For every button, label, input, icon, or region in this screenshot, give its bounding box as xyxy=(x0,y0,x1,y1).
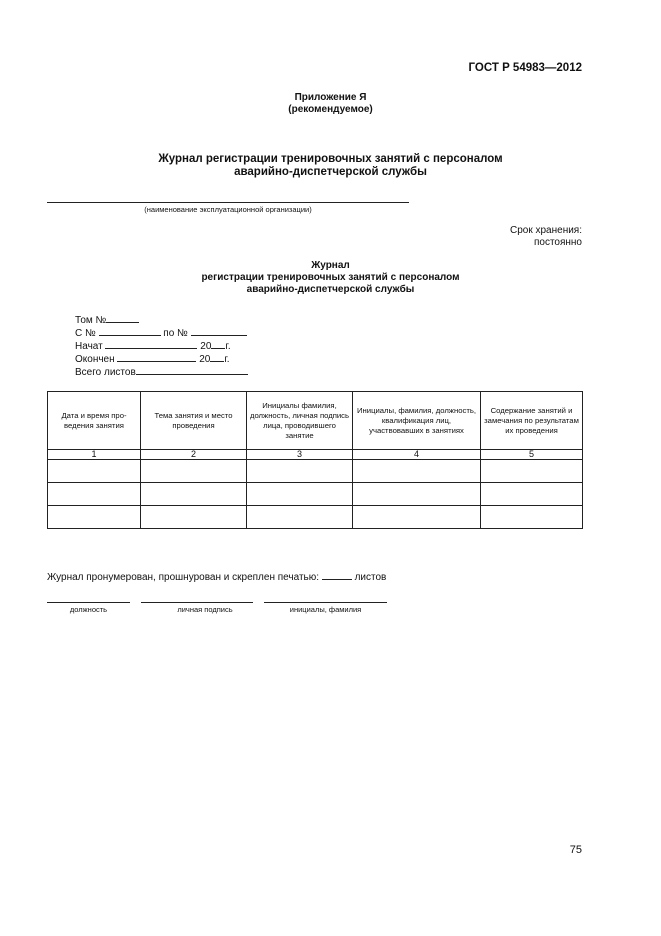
numbered-statement xyxy=(47,569,386,583)
table-cell xyxy=(247,483,353,506)
blank-line xyxy=(99,325,161,336)
from-label: С № xyxy=(75,328,96,339)
table-cell xyxy=(141,483,247,506)
column-number: 3 xyxy=(247,450,353,460)
to-label: по № xyxy=(163,328,188,339)
blank-line xyxy=(136,364,248,375)
caption-signature: личная подпись xyxy=(177,605,233,614)
table-header-row xyxy=(48,392,583,450)
page-number: 75 xyxy=(569,844,582,856)
blank-line xyxy=(106,312,139,323)
signature-line-position xyxy=(47,602,130,603)
storage-period xyxy=(510,225,582,249)
blank-line xyxy=(322,569,352,580)
field-total-sheets xyxy=(75,364,248,379)
table-cell xyxy=(247,460,353,483)
numbered-text: Журнал пронумерован, прошнурован и скреплен печатью: xyxy=(47,572,320,583)
table-cell xyxy=(48,483,141,506)
table-row xyxy=(48,506,583,529)
org-name-line xyxy=(47,202,409,203)
table-cell xyxy=(481,460,583,483)
storage-value: постоянно xyxy=(533,237,582,248)
column-header: Тема занятия и место проведения xyxy=(141,392,247,450)
table-cell xyxy=(353,460,481,483)
cover-title: Журнал xyxy=(311,260,350,271)
column-number: 2 xyxy=(141,450,247,460)
signature-line-signature xyxy=(141,602,253,603)
signature-line-name xyxy=(264,602,387,603)
table-cell xyxy=(141,460,247,483)
column-number: 4 xyxy=(353,450,481,460)
standard-number: ГОСТ Р 54983—2012 xyxy=(468,62,582,74)
blank-line xyxy=(210,351,224,362)
table-row xyxy=(48,483,583,506)
caption-position: должность xyxy=(69,605,108,614)
column-header: Инициалы фамилия, должность, личная подпись лица, проводившего занятие xyxy=(247,392,353,450)
volume-label: Том № xyxy=(75,315,107,326)
column-header: Инициалы, фамилия, должность, квалификация лиц, участвовавших в занятиях xyxy=(353,392,481,450)
column-number: 5 xyxy=(481,450,583,460)
caption-name: инициалы, фамилия xyxy=(289,605,362,614)
started-label: Начат xyxy=(75,341,103,352)
year-suffix: г. xyxy=(224,354,230,365)
ended-label: Окончен xyxy=(75,354,115,365)
year-prefix: 20 xyxy=(199,354,211,365)
table-row xyxy=(48,460,583,483)
sheets-word: листов xyxy=(354,572,387,583)
column-number: 1 xyxy=(48,450,141,460)
doc-title-line2: аварийно-диспетчерской службы xyxy=(234,166,427,178)
column-header: Содержание занятий и замечания по результатам их проведения xyxy=(481,392,583,450)
blank-line xyxy=(117,351,196,362)
cover-line2: регистрации тренировочных занятий с персоналом xyxy=(201,272,460,283)
blank-line xyxy=(211,338,225,349)
journal-table xyxy=(47,391,583,529)
doc-title-line1: Журнал регистрации тренировочных занятий с персоналом xyxy=(158,153,503,165)
year-prefix: 20 xyxy=(200,341,212,352)
appendix-title: Приложение Я xyxy=(294,92,367,103)
blank-line xyxy=(105,338,197,349)
table-cell xyxy=(481,483,583,506)
table-cell xyxy=(353,483,481,506)
table-cell xyxy=(247,506,353,529)
org-name-caption: (наименование эксплуатационной организации) xyxy=(144,205,312,214)
table-cell xyxy=(481,506,583,529)
storage-label: Срок хранения: xyxy=(509,225,582,236)
table-cell xyxy=(353,506,481,529)
column-header: Дата и время про-ведения занятия xyxy=(48,392,141,450)
total-sheets-label: Всего листов xyxy=(75,367,136,378)
table-number-row xyxy=(48,450,583,460)
cover-line3: аварийно-диспетчерской службы xyxy=(246,284,415,295)
blank-line xyxy=(191,325,247,336)
appendix-note: (рекомендуемое) xyxy=(288,104,373,115)
year-suffix: г. xyxy=(225,341,231,352)
table-cell xyxy=(48,460,141,483)
table-cell xyxy=(48,506,141,529)
table-cell xyxy=(141,506,247,529)
